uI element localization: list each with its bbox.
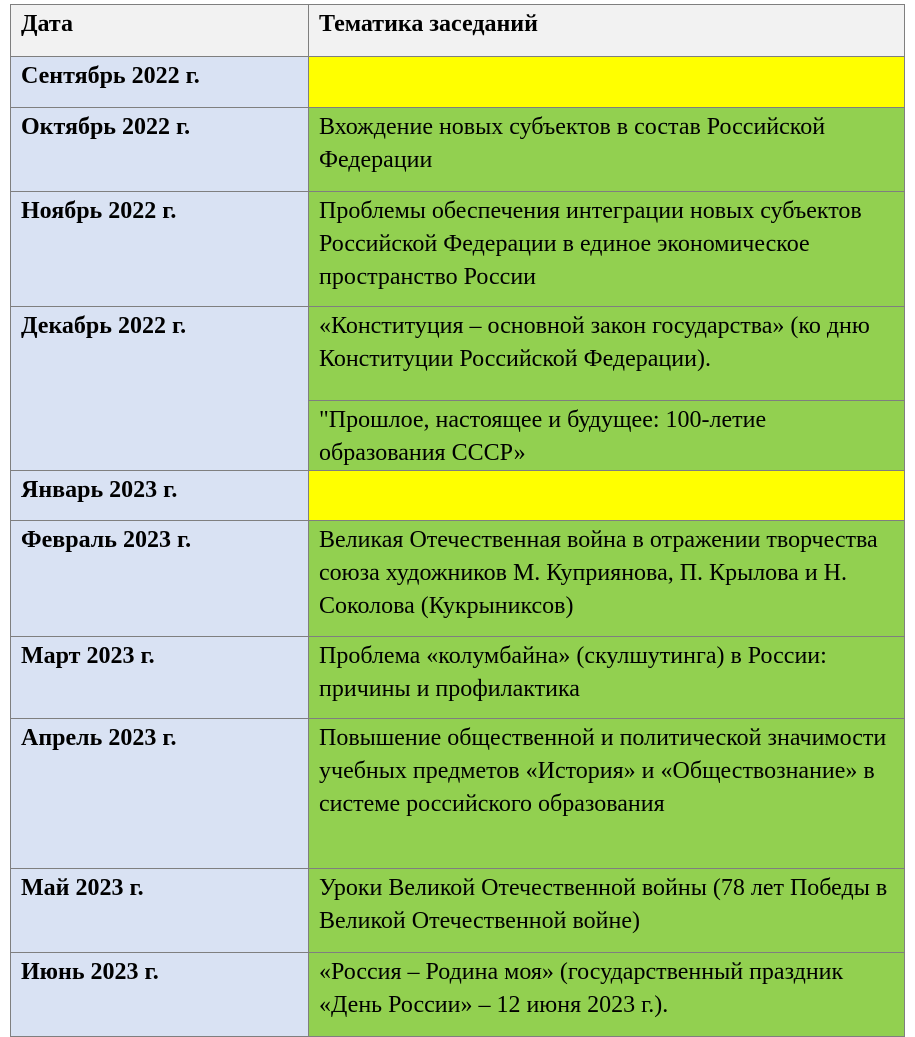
- meetings-schedule-table: [10, 4, 905, 1037]
- row-date: Ноябрь 2022 г.: [11, 192, 309, 307]
- header-topic: Тематика заседаний: [309, 5, 905, 57]
- row-topic: Проблема «колумбайна» (скулшутинга) в России: причины и профилактика: [309, 637, 905, 719]
- header-date: Дата: [11, 5, 309, 57]
- table-row: [11, 637, 905, 719]
- row-date: Апрель 2023 г.: [11, 719, 309, 869]
- row-topic: Уроки Великой Отечественной войны (78 лет Победы в Великой Отечественной войне): [309, 869, 905, 953]
- row-date: Март 2023 г.: [11, 637, 309, 719]
- table-row: [11, 192, 905, 307]
- row-topic: Великая Отечественная война в отражении творчества союза художников М. Куприянова, П. Крылова и Н. Соколова (Кукрыниксов): [309, 521, 905, 637]
- table-row: [11, 57, 905, 108]
- row-date: Февраль 2023 г.: [11, 521, 309, 637]
- row-topic: «Конституция – основной закон государства» (ко дню Конституции Российской Федерации).: [309, 307, 905, 401]
- row-date: Октябрь 2022 г.: [11, 108, 309, 192]
- table-row: [11, 108, 905, 192]
- table-row: [11, 307, 905, 401]
- row-topic-empty: [309, 57, 905, 108]
- row-topic: Повышение общественной и политической значимости учебных предметов «История» и «Обществознание» в системе российского образования: [309, 719, 905, 869]
- table-row: [11, 471, 905, 521]
- table-row: [11, 719, 905, 869]
- row-date: Январь 2023 г.: [11, 471, 309, 521]
- row-topic-secondary: "Прошлое, настоящее и будущее: 100-летие образования СССР»: [309, 401, 905, 471]
- row-topic-empty: [309, 471, 905, 521]
- row-date: Декабрь 2022 г.: [11, 307, 309, 471]
- table-row: [11, 953, 905, 1037]
- row-date: Сентябрь 2022 г.: [11, 57, 309, 108]
- table-header-row: [11, 5, 905, 57]
- row-date: Май 2023 г.: [11, 869, 309, 953]
- row-topic: Вхождение новых субъектов в состав Российской Федерации: [309, 108, 905, 192]
- row-date: Июнь 2023 г.: [11, 953, 309, 1037]
- table-row: [11, 521, 905, 637]
- row-topic: «Россия – Родина моя» (государственный праздник «День России» – 12 июня 2023 г.).: [309, 953, 905, 1037]
- row-topic: Проблемы обеспечения интеграции новых субъектов Российской Федерации в единое экономическое пространство России: [309, 192, 905, 307]
- table-row: [11, 869, 905, 953]
